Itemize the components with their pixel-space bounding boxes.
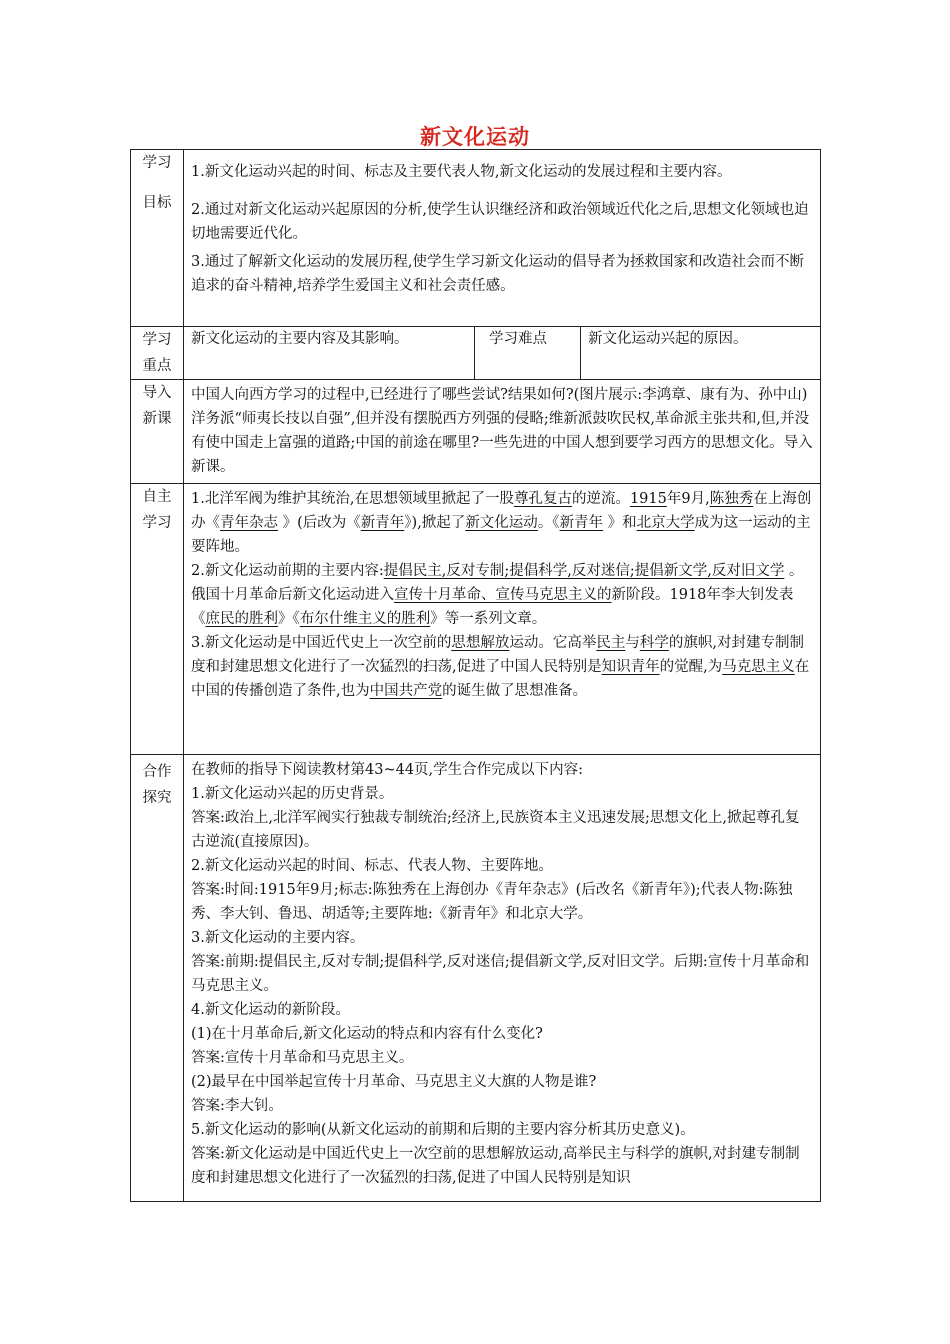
blank-answer: 新青年 bbox=[559, 515, 604, 531]
blank-answer: 科学 bbox=[639, 635, 669, 651]
blank-answer: 思想解放 bbox=[451, 635, 510, 651]
blank-answer: 北京大学 bbox=[636, 515, 695, 531]
coop-line: 2.新文化运动兴起的时间、标志、代表人物、主要阵地。 bbox=[191, 858, 553, 874]
blank-answer: 陈独秀 bbox=[709, 491, 754, 507]
blank-answer: 宣传十月革命、宣传马克思主义的 bbox=[394, 587, 612, 603]
coop-line: 答案:新文化运动是中国近代史上一次空前的思想解放运动,高举民主与科学的旗帜,对封建专制制度和封建思想文化进行了一次猛烈的扫荡,促进了中国人民特别是知识 bbox=[191, 1146, 800, 1186]
self-study-item-3: 3.新文化运动是中国近代史上一次空前的思想解放运动。它高举民主与科学的旗帜,对封建专制制度和封建思想文化进行了一次猛烈的扫荡,促进了中国人民特别是知识青年的觉醒,为马克思主义在中国的传播创造了条件,也为中国共产党的诞生做了思想准备。 bbox=[191, 635, 810, 699]
coop-line: 在教师的指导下阅读教材第43~44页,学生合作完成以下内容: bbox=[191, 762, 584, 778]
self-study-item-2: 2.新文化运动前期的主要内容:提倡民主,反对专制;提倡科学,反对迷信;提倡新文学,反对旧文学 。俄国十月革命后新文化运动进入宣传十月革命、宣传马克思主义的新阶段。1918年李大钊发表《庶民的胜利》《布尔什维主义的胜利》等一系列文章。 bbox=[191, 563, 804, 627]
blank-answer: 提倡民主,反对专制;提倡科学,反对迷信;提倡新文学,反对旧文学 bbox=[383, 563, 785, 579]
coop-line: 答案:政治上,北洋军阀实行独裁专制统治;经济上,民族资本主义迅速发展;思想文化上,掀起尊孔复古逆流(直接原因)。 bbox=[191, 810, 800, 850]
intro-label: 导入 新课 bbox=[131, 380, 184, 484]
coop-content bbox=[184, 755, 821, 1202]
self-study-label: 自主 学习 bbox=[131, 484, 184, 755]
goals-row bbox=[131, 150, 821, 327]
coop-line: 3.新文化运动的主要内容。 bbox=[191, 930, 365, 946]
coop-line: (2)最早在中国举起宣传十月革命、马克思主义大旗的人物是谁? bbox=[191, 1074, 597, 1090]
coop-row bbox=[131, 755, 821, 1202]
difficulty-label: 学习难点 bbox=[475, 327, 581, 380]
blank-answer: 庶民的胜利 bbox=[205, 611, 278, 627]
goals-content bbox=[184, 150, 821, 327]
blank-answer: 尊孔复古 bbox=[513, 491, 572, 507]
blank-answer: 青年杂志 bbox=[220, 515, 278, 531]
coop-line: 答案:时间:1915年9月;标志:陈独秀在上海创办《青年杂志》(后改名《新青年》);代表人物:陈独秀、李大钊、鲁迅、胡适等;主要阵地:《新青年》和北京大学。 bbox=[191, 882, 793, 922]
blank-answer: 中国共产党 bbox=[369, 683, 443, 699]
coop-line: 4.新文化运动的新阶段。 bbox=[191, 1002, 350, 1018]
blank-answer: 民主 bbox=[596, 635, 626, 651]
lesson-plan-table bbox=[130, 149, 821, 1202]
blank-answer: 马克思主义 bbox=[722, 659, 795, 675]
blank-answer: 1915 bbox=[629, 491, 667, 507]
coop-line: 1.新文化运动兴起的历史背景。 bbox=[191, 786, 394, 802]
coop-line: (1)在十月革命后,新文化运动的特点和内容有什么变化? bbox=[191, 1026, 543, 1042]
intro-row bbox=[131, 380, 821, 484]
self-study-item-1: 1.北洋军阀为维护其统治,在思想领域里掀起了一股尊孔复古的逆流。1915年9月,陈独秀在上海创办《青年杂志 》(后改为《新青年》),掀起了新文化运动。《新青年 》和北京大学成为这一运动的主要阵地。 bbox=[191, 491, 812, 555]
goal-item: 2.通过对新文化运动兴起原因的分析,使学生认识继经济和政治领域近代化之后,思想文化领域也迫切地需要近代化。 bbox=[191, 202, 809, 242]
goal-item: 3.通过了解新文化运动的发展历程,使学生学习新文化运动的倡导者为拯救国家和改造社会而不断追求的奋斗精神,培养学生爱国主义和社会责任感。 bbox=[191, 254, 804, 294]
blank-answer: 布尔什维主义的胜利 bbox=[299, 611, 431, 627]
coop-label: 合作 探究 bbox=[131, 755, 184, 1202]
focus-label: 学习 重点 bbox=[131, 327, 184, 380]
coop-line: 答案:宣传十月革命和马克思主义。 bbox=[191, 1050, 414, 1066]
self-study-row bbox=[131, 484, 821, 755]
goal-item: 1.新文化运动兴起的时间、标志及主要代表人物,新文化运动的发展过程和主要内容。 bbox=[191, 164, 732, 180]
goals-label: 学习 目标 bbox=[131, 150, 184, 327]
coop-line: 答案:前期:提倡民主,反对专制;提倡科学,反对迷信;提倡新文学,反对旧文学。后期:宣传十月革命和马克思主义。 bbox=[191, 954, 810, 994]
blank-answer: 新青年 bbox=[360, 515, 405, 531]
focus-row bbox=[131, 327, 821, 380]
intro-text: 中国人向西方学习的过程中,已经进行了哪些尝试?结果如何?(图片展示:李鸿章、康有为、孙中山)洋务派“师夷长技以自强”,但并没有摆脱西方列强的侵略;维新派鼓吹民权,革命派主张共和,但,并没有使中国走上富强的道路;中国的前途在哪里?一些先进的中国人想到要学习西方的思想文化。导入新课。 bbox=[184, 380, 821, 484]
key-point: 新文化运动的主要内容及其影响。 bbox=[184, 327, 475, 380]
blank-answer: 知识青年 bbox=[601, 659, 660, 675]
coop-line: 答案:李大钊。 bbox=[191, 1098, 283, 1114]
coop-line: 5.新文化运动的影响(从新文化运动的前期和后期的主要内容分析其历史意义)。 bbox=[191, 1122, 695, 1138]
blank-answer: 新文化运动 bbox=[465, 515, 538, 531]
self-study-content bbox=[184, 484, 821, 755]
difficulty-text: 新文化运动兴起的原因。 bbox=[581, 327, 821, 380]
document-title: 新文化运动 bbox=[420, 125, 530, 149]
